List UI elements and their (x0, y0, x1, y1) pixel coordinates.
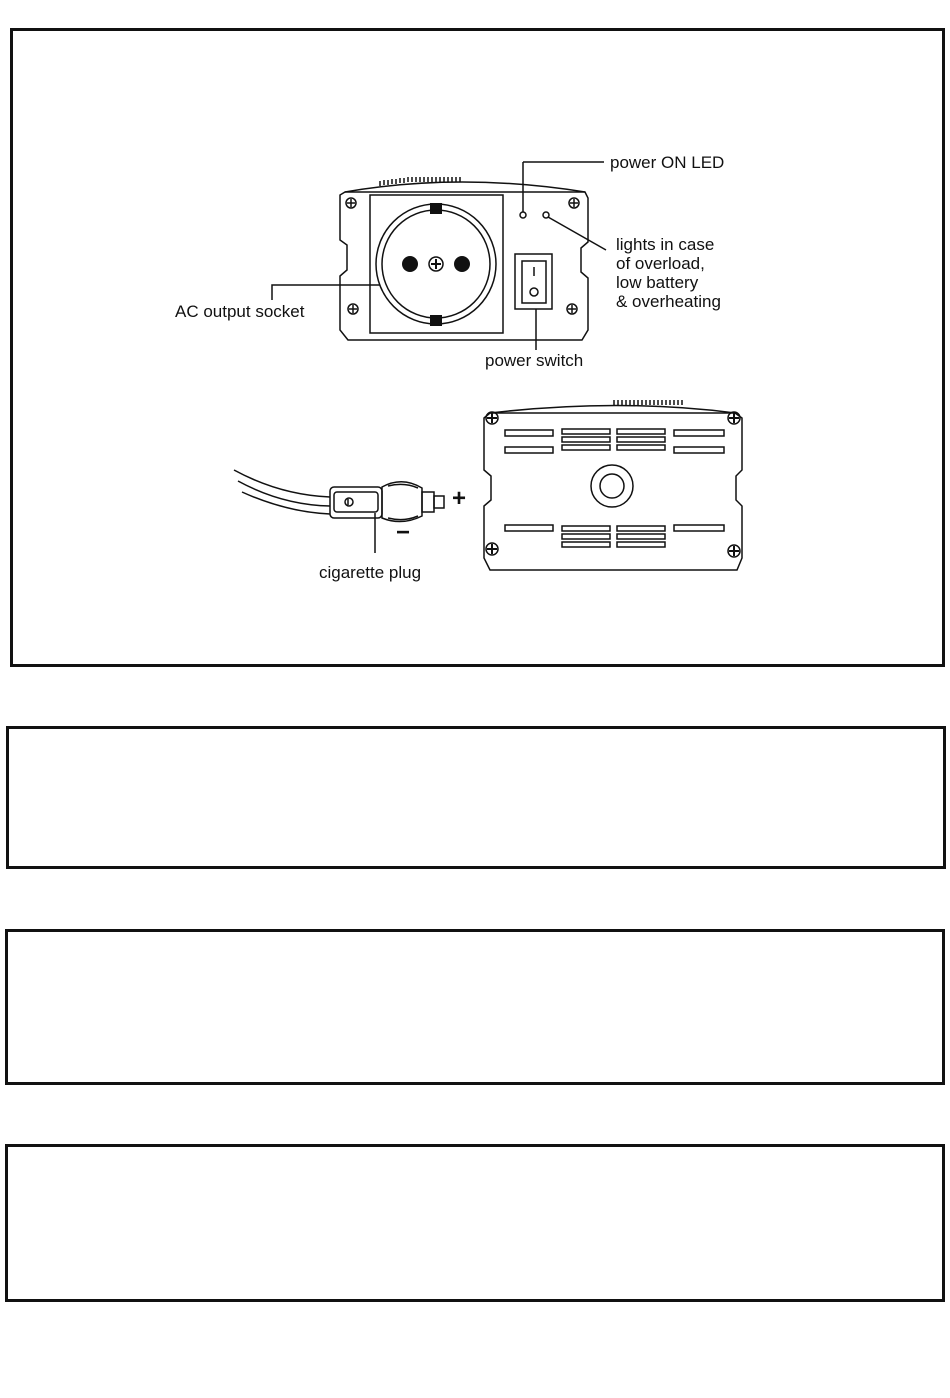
warning-led-label-line-1: lights in case (616, 235, 715, 254)
front-screw-icons (346, 198, 579, 314)
power-switch-icon[interactable] (515, 254, 552, 309)
rear-panel (484, 400, 742, 570)
power-led-label: power ON LED (610, 153, 725, 172)
minus-sign: − (396, 519, 411, 546)
ac-socket-label: AC output socket (175, 302, 305, 321)
rear-screw-icons (486, 412, 740, 557)
warning-led-label-line-4: & overheating (616, 292, 721, 311)
power-switch-label: power switch (485, 351, 584, 370)
front-panel (340, 177, 588, 340)
power-led-icon (520, 212, 526, 218)
rear-vents (505, 429, 724, 547)
cigarette-plug-icon (234, 470, 466, 546)
warning-led-label-line-2: of overload, (616, 254, 705, 273)
cigarette-plug-label: cigarette plug (319, 563, 422, 582)
rear-socket-icon (591, 465, 633, 507)
plus-sign: + (452, 485, 467, 512)
warning-led-label-line-3: low battery (616, 273, 699, 292)
front-cooling-fins (345, 177, 585, 192)
ac-socket-icon (376, 203, 496, 326)
